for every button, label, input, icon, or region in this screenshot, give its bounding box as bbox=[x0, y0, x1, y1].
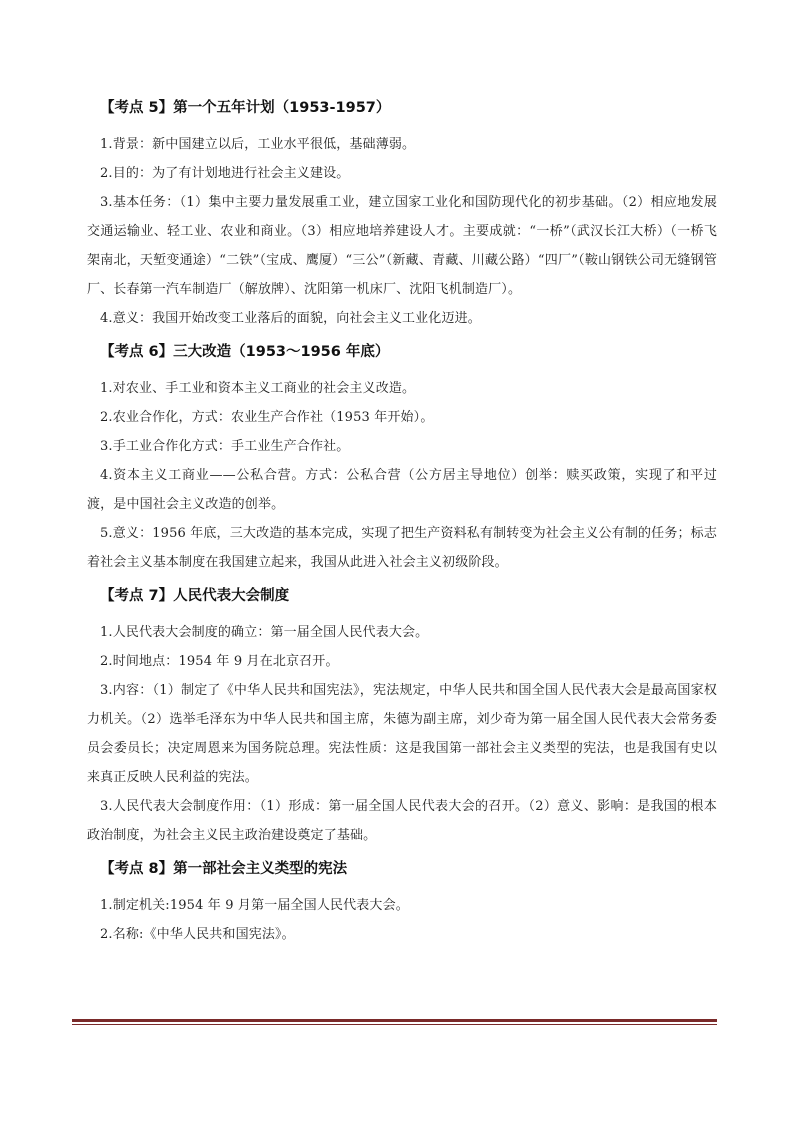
paragraph: 3.人民代表大会制度作用：（1）形成：第一届全国人民代表大会的召开。（2）意义、影响：是我国的根本政治制度，为社会主义民主政治建设奠定了基础。 bbox=[87, 799, 717, 843]
paragraph: 2.名称:《中华人民共和国宪法》。 bbox=[100, 927, 295, 942]
paragraph: 4.意义：我国开始改变工业落后的面貌，向社会主义工业化迈进。 bbox=[100, 311, 481, 326]
section-kaodian-7 bbox=[87, 586, 717, 850]
paragraph: 3.内容：（1）制定了《中华人民共和国宪法》，宪法规定，中华人民共和国全国人民代表大会是最高国家权力机关。（2）选举毛泽东为中华人民共和国主席，朱德为副主席，刘少奇为第一届全国人民代表大会常务委员会委员长；决定周恩来为国务院总理。宪法性质：这是我国第一部社会主义类型的宪法，也是我国有史以来真正反映人民利益的宪法。 bbox=[87, 683, 717, 785]
section-kaodian-6 bbox=[87, 342, 717, 577]
section-title: 【考点 6】三大改造（1953～1956 年底） bbox=[100, 344, 390, 360]
paragraph: 3.基本任务：（1）集中主要力量发展重工业，建立国家工业化和国防现代化的初步基础。（2）相应地发展交通运输业、轻工业、农业和商业。（3）相应地培养建设人才。主要成就：“一桥”（武汉长江大桥）（一桥飞架南北，天堑变通途）“二铁”（宝成、鹰厦）“三公”（新藏、青藏、川藏公路）“四厂”（鞍山钢铁公司无缝钢管厂、长春第一汽车制造厂（解放牌）、沈阳第一机床厂、沈阳飞机制造厂）。 bbox=[87, 195, 717, 297]
section-title: 【考点 8】第一部社会主义类型的宪法 bbox=[100, 861, 348, 877]
paragraph: 1.人民代表大会制度的确立：第一届全国人民代表大会。 bbox=[100, 625, 429, 640]
footer-divider-thick-line bbox=[72, 1019, 717, 1022]
section-kaodian-8 bbox=[87, 859, 717, 949]
section-title: 【考点 7】人民代表大会制度 bbox=[100, 588, 290, 604]
paragraph: 2.时间地点：1954 年 9 月在北京召开。 bbox=[100, 654, 339, 669]
paragraph: 1.制定机关:1954 年 9 月第一届全国人民代表大会。 bbox=[100, 898, 409, 913]
paragraph: 1.背景：新中国建立以后，工业水平很低，基础薄弱。 bbox=[100, 137, 416, 152]
paragraph: 3.手工业合作化方式：手工业生产合作社。 bbox=[100, 439, 350, 454]
document-content bbox=[87, 98, 717, 949]
paragraph: 2.农业合作化，方式：农业生产合作社（1953 年开始）。 bbox=[100, 410, 434, 425]
footer-divider-thin-line bbox=[72, 1024, 717, 1025]
section-title: 【考点 5】第一个五年计划（1953-1957） bbox=[100, 100, 391, 116]
section-kaodian-5 bbox=[87, 98, 717, 333]
paragraph: 1.对农业、手工业和资本主义工商业的社会主义改造。 bbox=[100, 381, 416, 396]
paragraph: 2.目的：为了有计划地进行社会主义建设。 bbox=[100, 166, 350, 181]
paragraph: 5.意义：1956 年底，三大改造的基本完成，实现了把生产资料私有制转变为社会主义公有制的任务；标志着社会主义基本制度在我国建立起来，我国从此进入社会主义初级阶段。 bbox=[87, 526, 717, 570]
paragraph: 4.资本主义工商业——公私合营。方式：公私合营（公方居主导地位）创举：赎买政策，实现了和平过渡，是中国社会主义改造的创举。 bbox=[87, 468, 717, 512]
